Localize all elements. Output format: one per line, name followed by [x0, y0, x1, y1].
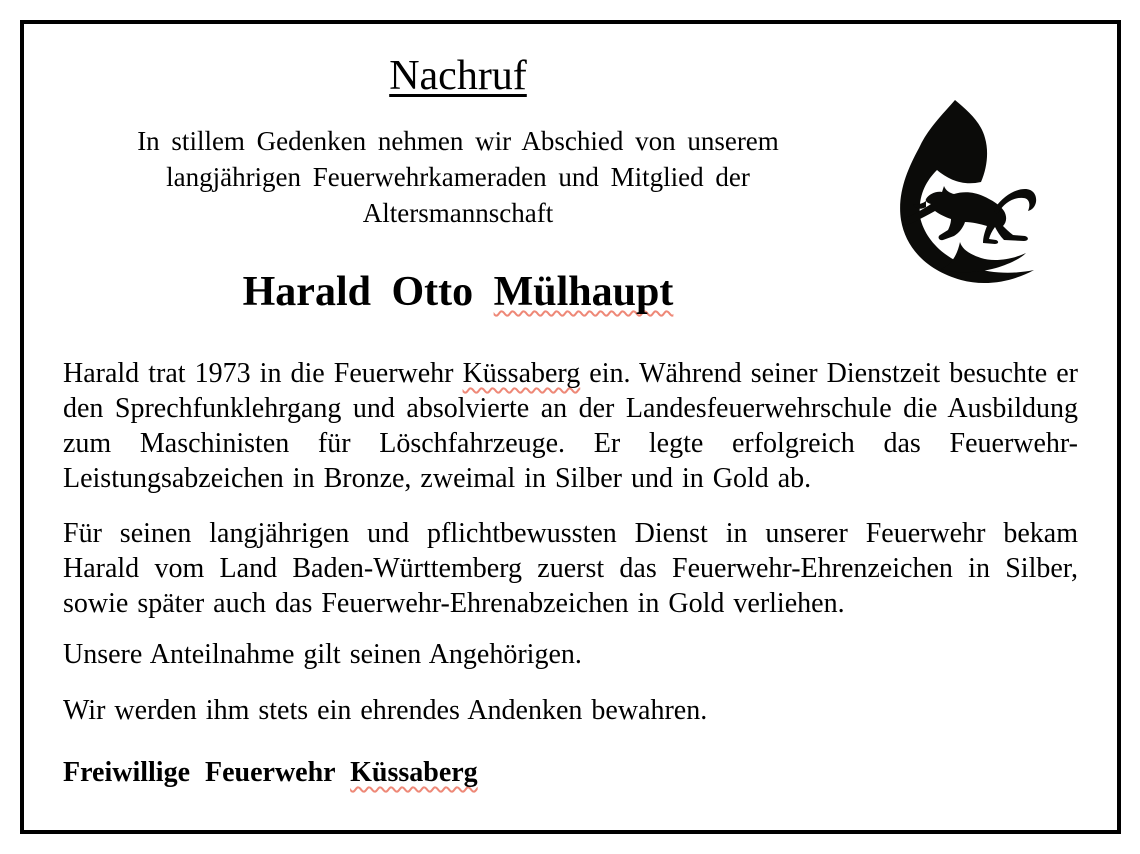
- deceased-name: Harald Otto Mülhaupt: [242, 269, 674, 315]
- paragraph: [63, 516, 1078, 621]
- document-header: [63, 50, 853, 317]
- spellcheck-underline: Mülhaupt: [493, 269, 674, 315]
- paragraph: [63, 693, 1078, 728]
- spellcheck-underline: Küssaberg: [350, 757, 478, 788]
- text-line: Harald vom Land Baden-Württemberg zuerst das Feuerwehr-Ehrenzeichen in Silber,: [63, 553, 1078, 584]
- text-line: Unsere Anteilnahme gilt seinen Angehörigen.: [63, 639, 582, 670]
- intro-paragraph: [63, 123, 853, 231]
- intro-line: In stillem Gedenken nehmen wir Abschied von unserem: [137, 126, 779, 156]
- document-title: Nachruf: [389, 53, 527, 99]
- spellcheck-underline: Küssaberg: [462, 358, 581, 389]
- paragraph: [63, 637, 1078, 672]
- fire-brigade-flame-lion-logo: [893, 98, 1038, 288]
- text-line: Harald trat 1973 in die Feuerwehr Küssaberg ein. Während seiner Dienstzeit besuchte er: [63, 358, 1078, 389]
- intro-line: langjährigen Feuerwehrkameraden und Mitglied der: [166, 162, 750, 192]
- signature-line: Freiwillige Feuerwehr Küssaberg: [63, 757, 478, 788]
- text-line: Wir werden ihm stets ein ehrendes Andenken bewahren.: [63, 695, 708, 726]
- text-line: zum Maschinisten für Löschfahrzeuge. Er legte erfolgreich das Feuerwehr-: [63, 428, 1078, 459]
- flame-inner-swoosh-icon: [941, 242, 1026, 272]
- document-body: [63, 356, 1078, 790]
- intro-line: Altersmannschaft: [362, 198, 554, 228]
- text-line: Für seinen langjährigen und pflichtbewussten Dienst in unserer Feuerwehr bekam: [63, 518, 1078, 549]
- paragraph: [63, 356, 1078, 496]
- text-line: den Sprechfunklehrgang und absolvierte an der Landesfeuerwehrschule die Ausbildung: [63, 393, 1078, 424]
- text-line: sowie später auch das Feuerwehr-Ehrenabzeichen in Gold verliehen.: [63, 588, 845, 619]
- text-line: Leistungsabzeichen in Bronze, zweimal in Silber und in Gold ab.: [63, 463, 812, 494]
